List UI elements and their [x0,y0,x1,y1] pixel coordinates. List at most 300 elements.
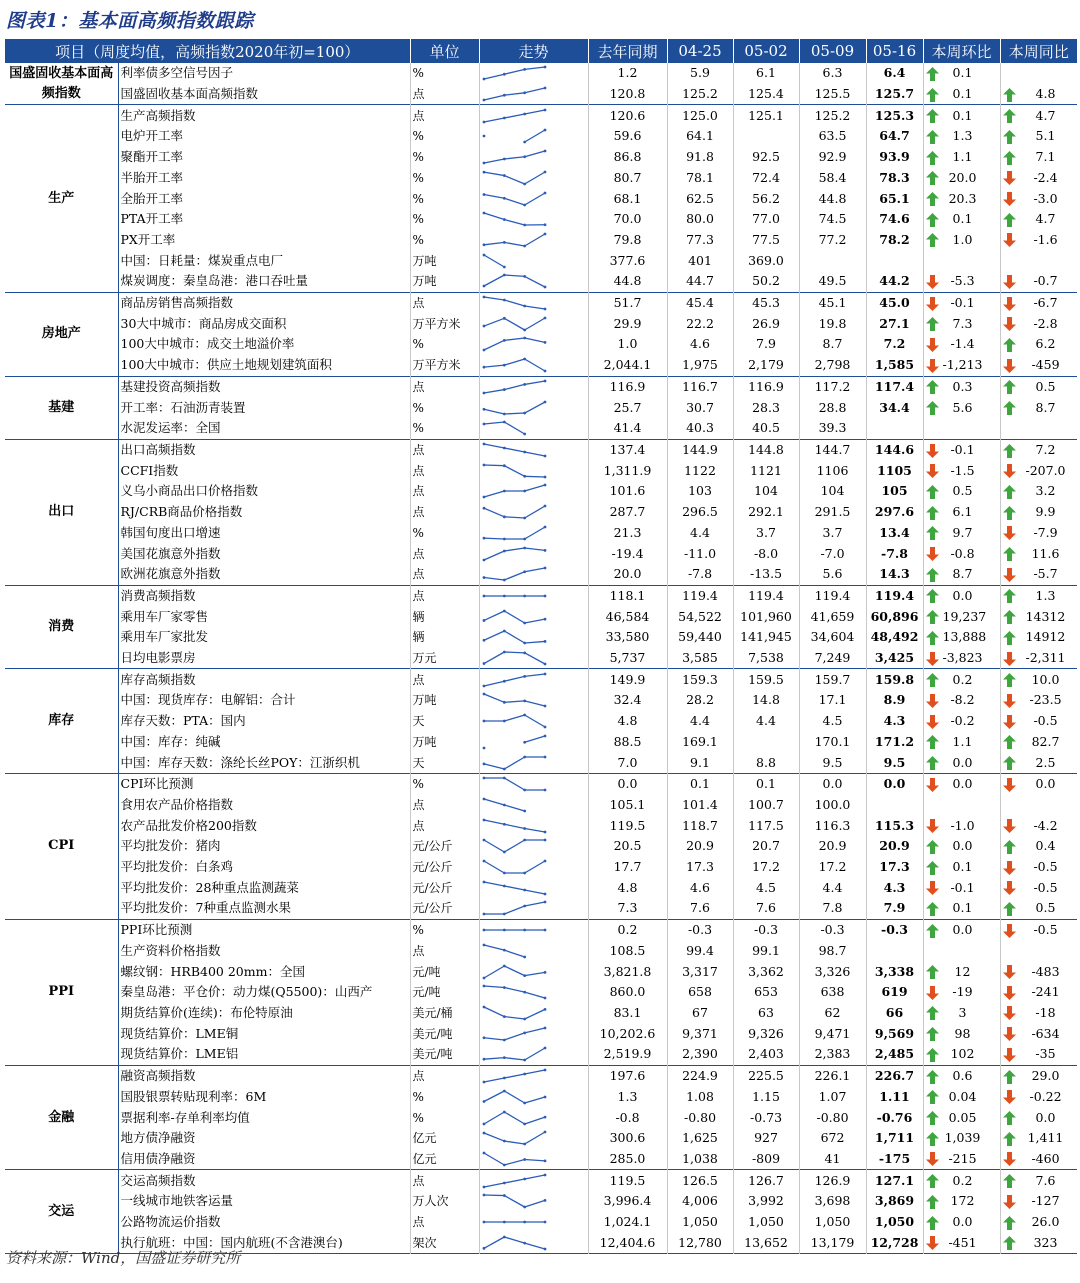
trend-cell [479,522,588,543]
last-year-value: 29.9 [588,313,667,334]
yoy-change [1000,919,1077,940]
trend-point [523,112,526,115]
trend-sparkline [480,1108,549,1128]
yoy-change-value: -0.7 [1033,273,1058,289]
last-year-value: 1.2 [588,63,667,84]
yoy-change-value: -460 [1031,1150,1060,1166]
item-name: 美国花旗意外指数 [118,543,410,564]
wow-change-value: 0.0 [952,754,973,770]
current-week-value: 144.6 [866,439,923,460]
trend-point [523,1031,526,1034]
item-name: 中国：现货库存：电解铝：合计 [118,690,410,711]
trend-point [502,447,505,450]
last-year-value: 119.5 [588,815,667,836]
trend-line-segment [484,861,504,873]
trend-line-segment [524,1097,544,1103]
table-row [5,334,1077,355]
item-unit: % [410,522,479,543]
trend-point [543,224,546,227]
week-3-value: 4.5 [799,711,866,732]
trend-point [502,218,505,221]
trend-point [482,120,485,123]
week-1-value: 1,625 [667,1128,733,1149]
trend-line-segment [524,277,544,288]
yoy-change [1000,877,1077,898]
week-2-value: 28.3 [733,397,799,418]
last-year-value: 33,580 [588,627,667,648]
trend-line-segment [524,193,544,205]
trend-cell [479,1065,588,1086]
current-week-value: 159.8 [866,669,923,690]
yoy-change [1000,606,1077,627]
trend-sparkline [480,627,549,647]
table-row [5,418,1077,439]
current-week-value: 127.1 [866,1170,923,1191]
wow-change [923,1128,1000,1149]
week-3-value: 3,326 [799,961,866,982]
trend-line-segment [504,1074,524,1078]
trend-sparkline [480,523,549,543]
trend-point [502,116,505,119]
week-3-value: 170.1 [799,732,866,753]
week-1-value: -0.3 [667,919,733,940]
item-name: 电炉开工率 [118,126,410,147]
trend-point [543,191,546,194]
trend-sparkline [480,418,549,438]
current-week-value: 45.0 [866,292,923,313]
header-week-1: 04-25 [667,39,733,63]
item-name: 水泥发运率：全国 [118,418,410,439]
last-year-value: 20.0 [588,564,667,585]
trend-point [482,1081,485,1084]
item-name: 商品房销售高频指数 [118,292,410,313]
trend-point [523,741,526,744]
trend-line-segment [504,175,524,183]
trend-point [482,1122,485,1125]
trend-line-segment [504,517,524,518]
wow-change-value: 0.1 [952,859,973,875]
trend-sparkline [480,857,549,877]
trend-point [523,1059,526,1062]
table-row [5,773,1077,794]
yoy-change-value: 2.5 [1035,754,1056,770]
header-yoy: 本周同比 [1000,39,1077,63]
trend-cell [479,271,588,292]
week-3-value: 7.8 [799,898,866,919]
header-trend: 走势 [479,39,588,63]
trend-line-segment [504,824,524,828]
trend-point [523,328,526,331]
item-unit: 点 [410,1170,479,1191]
trend-point [482,880,485,883]
wow-change-value: 0.0 [952,587,973,603]
yoy-change [1000,313,1077,334]
week-3-value: 20.9 [799,836,866,857]
trend-line-segment [504,1091,524,1103]
last-year-value: 70.0 [588,209,667,230]
trend-line-segment [524,1028,544,1033]
trend-cell [479,1232,588,1253]
table-body [5,63,1077,1254]
week-2-value: 56.2 [733,188,799,209]
week-2-value: 225.5 [733,1065,799,1086]
trend-line-segment [524,338,544,342]
up-arrow-icon [926,485,939,499]
trend-line-segment [504,906,524,914]
week-1-value: 64.1 [667,126,733,147]
trend-point [482,1036,485,1039]
trend-sparkline [480,1171,549,1191]
item-unit: 亿元 [410,1149,479,1170]
trend-point [502,1110,505,1113]
last-year-value: 12,404.6 [588,1232,667,1253]
week-1-value: -7.8 [667,564,733,585]
up-arrow-icon [926,171,939,185]
wow-change [923,1149,1000,1170]
trend-point [502,265,505,268]
trend-sparkline [480,898,549,918]
trend-point [502,94,505,97]
trend-sparkline [480,732,549,752]
table-row [5,627,1077,648]
current-week-value: 297.6 [866,502,923,523]
yoy-change [1000,1149,1077,1170]
trend-point [543,341,546,344]
down-arrow-icon [926,986,939,1000]
trend-line-segment [524,506,544,518]
week-3-value: 126.9 [799,1170,866,1191]
week-3-value: 41,659 [799,606,866,627]
wow-change-value: 0.0 [952,838,973,854]
trend-line-segment [484,820,504,824]
week-1-value: 144.9 [667,439,733,460]
trend-point [482,839,485,842]
trend-point [482,443,485,446]
table-row [5,1044,1077,1065]
yoy-change-value: 0.0 [1035,776,1056,792]
wow-change-value: 12 [954,963,971,979]
yoy-change [1000,961,1077,982]
wow-change [923,1003,1000,1024]
trend-point [482,746,485,749]
week-2-value: 3,362 [733,961,799,982]
week-2-value: 63 [733,1003,799,1024]
trend-line-segment [524,1132,544,1144]
yoy-change [1000,188,1077,209]
table-row [5,606,1077,627]
trend-sparkline [480,189,549,209]
trend-line-segment [484,945,504,950]
week-3-value: 17.2 [799,857,866,878]
current-week-value: 14.3 [866,564,923,585]
trend-line-segment [524,736,544,742]
item-name: 聚酯开工率 [118,147,410,168]
trend-line-segment [504,384,524,389]
wow-change [923,313,1000,334]
item-name: PTA开工率 [118,209,410,230]
trend-sparkline [480,1087,549,1107]
current-week-value: 1.11 [866,1086,923,1107]
trend-line-segment [484,318,504,326]
trend-point [523,411,526,414]
trend-point [543,997,546,1000]
last-year-value: 105.1 [588,795,667,816]
wow-change-value: -215 [948,1150,977,1166]
down-arrow-icon [926,715,939,729]
wow-change-value: 0.5 [952,483,973,499]
week-2-value: 927 [733,1128,799,1149]
item-unit: 点 [410,84,479,105]
trend-sparkline [480,690,549,710]
down-arrow-icon [1003,568,1016,582]
trend-cell [479,669,588,690]
item-unit: % [410,168,479,189]
wow-change-value: 1.0 [952,231,973,247]
trend-point [523,475,526,478]
week-1-value: 3,317 [667,961,733,982]
trend-sparkline [480,147,549,167]
trend-sparkline [480,564,549,584]
week-2-value: 6.1 [733,63,799,84]
week-3-value: 34,604 [799,627,866,648]
last-year-value: 88.5 [588,732,667,753]
wow-change [923,690,1000,711]
last-year-value: -0.8 [588,1107,667,1128]
trend-line-segment [504,988,524,993]
item-unit: 辆 [410,627,479,648]
last-year-value: 86.8 [588,147,667,168]
item-unit: 美元/吨 [410,1023,479,1044]
item-name: 义乌小商品出口价格指数 [118,481,410,502]
week-2-value: 292.1 [733,502,799,523]
trend-point [482,777,485,780]
wow-change [923,815,1000,836]
trend-line-segment [504,950,524,957]
wow-change-value: 9.7 [952,524,973,540]
trend-point [502,1077,505,1080]
wow-change-value: 0.1 [952,900,973,916]
week-1-value: 7.6 [667,898,733,919]
trend-line-segment [504,1179,524,1183]
up-arrow-icon [1003,380,1016,394]
table-row [5,815,1077,836]
trend-point [543,1047,546,1050]
item-unit: 元/公斤 [410,898,479,919]
week-3-value: 1,050 [799,1212,866,1233]
trend-point [523,433,526,436]
trend-sparkline [480,648,549,668]
wow-change-value: 3 [958,1004,967,1020]
trend-point [523,810,526,813]
yoy-change [1000,732,1077,753]
item-name: 利率债多空信号因子 [118,63,410,84]
week-2-value: 7.9 [733,334,799,355]
trend-line-segment [504,631,524,643]
week-2-value: -0.3 [733,919,799,940]
trend-point [502,822,505,825]
yoy-change [1000,543,1077,564]
trend-cell [479,502,588,523]
week-1-value: 4.4 [667,522,733,543]
trend-point [502,929,505,932]
table-row [5,230,1077,251]
week-1-value: 22.2 [667,313,733,334]
item-unit: % [410,209,479,230]
table-header [5,39,1077,63]
trend-point [543,617,546,620]
trend-sparkline [480,1128,549,1148]
last-year-value: 116.9 [588,376,667,397]
trend-line-segment [484,1037,504,1039]
trend-cell [479,795,588,816]
trend-line-segment [524,861,544,873]
week-2-value: 77.0 [733,209,799,230]
up-arrow-icon [1003,1132,1016,1146]
wow-change [923,941,1000,962]
down-arrow-icon [1003,317,1016,331]
wow-change [923,1065,1000,1086]
week-1-value: 2,390 [667,1044,733,1065]
trend-line-segment [504,318,524,330]
trend-cell [479,941,588,962]
trend-point [523,700,526,703]
trend-sparkline [480,982,549,1002]
yoy-change-value: -35 [1035,1046,1056,1062]
item-unit: 点 [410,815,479,836]
item-unit: % [410,919,479,940]
current-week-value: 74.6 [866,209,923,230]
trend-line-segment [524,992,544,998]
down-arrow-icon [1003,924,1016,938]
down-arrow-icon [1003,1048,1016,1062]
wow-change [923,84,1000,105]
trend-line-segment [484,652,504,664]
trend-point [543,929,546,932]
item-name: 平均批发价：白条鸡 [118,857,410,878]
week-2-value: 4.4 [733,711,799,732]
current-week-value: 66 [866,1003,923,1024]
yoy-change [1000,752,1077,773]
trend-point [502,949,505,952]
last-year-value: 120.8 [588,84,667,105]
week-2-value: 141,945 [733,627,799,648]
trend-cell [479,1044,588,1065]
item-unit: % [410,126,479,147]
yoy-change-value: -23.5 [1029,692,1062,708]
trend-sparkline [480,377,549,397]
figure-title: 图表1：基本面高频指数跟踪 [6,10,254,32]
table-row [5,460,1077,481]
trend-cell [479,1003,588,1024]
table-row [5,941,1077,962]
down-arrow-icon [926,464,939,478]
table-row [5,147,1077,168]
trend-point [502,196,505,199]
up-arrow-icon [926,589,939,603]
trend-point [523,872,526,875]
week-1-value: 45.4 [667,292,733,313]
trend-point [502,464,505,467]
trend-line-segment [504,1112,524,1124]
last-year-value: 5,737 [588,648,667,669]
yoy-change-value: -0.5 [1033,859,1058,875]
trend-point [502,490,505,493]
current-week-value: 171.2 [866,732,923,753]
up-arrow-icon [926,1195,939,1209]
week-1-value: 9.1 [667,752,733,773]
trend-point [482,463,485,466]
trend-line-segment [484,551,504,560]
week-2-value: 2,179 [733,355,799,376]
week-3-value: 98.7 [799,941,866,962]
item-name: 平均批发价：猪肉 [118,836,410,857]
yoy-change-value: -6.7 [1033,295,1058,311]
table-row [5,439,1077,460]
yoy-change [1000,585,1077,606]
trend-point [502,651,505,654]
trend-sparkline [480,209,549,229]
item-unit: 万吨 [410,271,479,292]
table-row [5,877,1077,898]
trend-point [523,714,526,717]
item-name: 地方债净融资 [118,1128,410,1149]
trend-point [482,407,485,410]
up-arrow-icon [1003,1236,1016,1250]
item-name: 信用债净融资 [118,1149,410,1170]
item-unit: % [410,334,479,355]
table-row [5,1065,1077,1086]
yoy-change-value: -0.22 [1029,1088,1062,1104]
trend-point [523,245,526,248]
current-week-value: 44.2 [866,271,923,292]
wow-change [923,752,1000,773]
week-2-value: 7,538 [733,648,799,669]
wow-change-value: -1.5 [950,462,975,478]
wow-change-value: 20.0 [948,169,977,185]
last-year-value: 0.2 [588,919,667,940]
item-name: 执行航班：中国：国内航班(不含港澳台) [118,1232,410,1253]
trend-sparkline [480,1191,549,1211]
trend-line-segment [524,172,544,184]
last-year-value: 3,821.8 [588,961,667,982]
current-week-value: -175 [866,1149,923,1170]
trend-line-segment [504,1237,524,1243]
wow-change-value: 102 [950,1046,975,1062]
item-name: 融资高频指数 [118,1065,410,1086]
week-1-value: 126.5 [667,1170,733,1191]
up-arrow-icon [926,902,939,916]
yoy-change-value: 29.0 [1031,1068,1060,1084]
trend-cell [479,877,588,898]
item-unit: 点 [410,795,479,816]
trend-point [523,358,526,361]
trend-sparkline [480,334,549,354]
table-row [5,84,1077,105]
trend-line-segment [484,1007,504,1017]
week-3-value: 9.5 [799,752,866,773]
current-week-value: 9,569 [866,1023,923,1044]
item-name: 韩国旬度出口增速 [118,522,410,543]
item-unit: 点 [410,481,479,502]
last-year-value: 3,996.4 [588,1191,667,1212]
trend-line-segment [484,159,504,163]
trend-point [523,642,526,645]
yoy-change-value: 10.0 [1031,671,1060,687]
table-row [5,105,1077,126]
week-2-value: 50.2 [733,271,799,292]
trend-line-segment [524,568,544,572]
trend-line-segment [504,300,524,306]
